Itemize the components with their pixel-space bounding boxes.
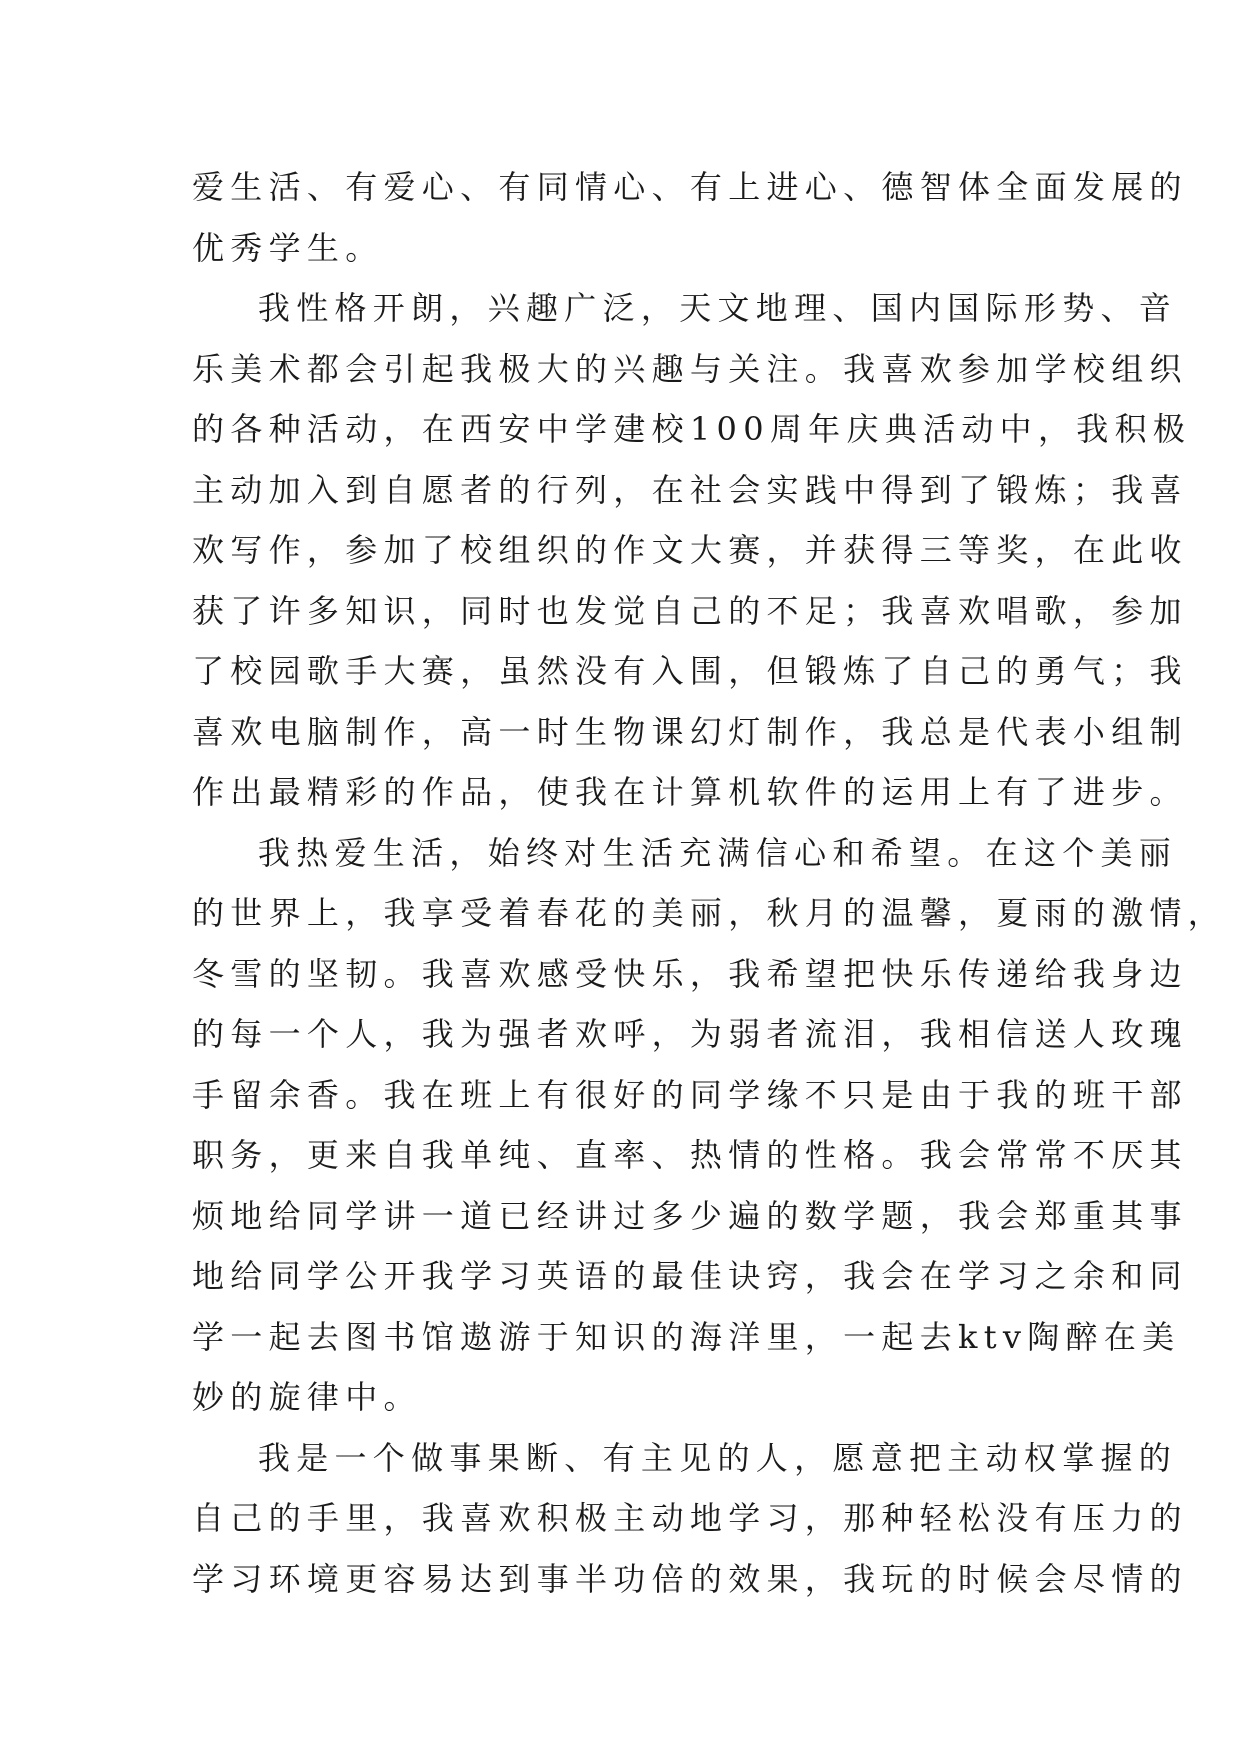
text-line: 了校园歌手大赛，虽然没有入围，但锻炼了自己的勇气；我 — [192, 652, 1188, 690]
text-line: 喜欢电脑制作，高一时生物课幻灯制作，我总是代表小组制 — [192, 712, 1188, 751]
text-line: 主动加入到自愿者的行列，在社会实践中得到了锻炼；我喜 — [192, 470, 1188, 509]
text-line: 学习环境更容易达到事半功倍的效果，我玩的时候会尽情的 — [192, 1559, 1188, 1598]
text-line: 作出最精彩的作品，使我在计算机软件的运用上有了进步。 — [192, 773, 1188, 811]
text-line: 的各种活动，在西安中学建校100周年庆典活动中，我积极 — [192, 410, 1192, 448]
text-line: 爱生活、有爱心、有同情心、有上进心、德智体全面发展的 — [192, 168, 1188, 206]
text-line: 自己的手里，我喜欢积极主动地学习，那种轻松没有压力的 — [192, 1499, 1188, 1537]
text-line: 我热爱生活，始终对生活充满信心和希望。在这个美丽 — [192, 833, 1178, 872]
text-line: 烦地给同学讲一道已经讲过多少遍的数学题，我会郑重其事 — [192, 1196, 1188, 1235]
text-line: 优秀学生。 — [192, 228, 384, 267]
text-line: 冬雪的坚韧。我喜欢感受快乐，我希望把快乐传递给我身边 — [192, 954, 1188, 993]
text-line: 我性格开朗，兴趣广泛，天文地理、国内国际形势、音 — [192, 289, 1178, 327]
text-line: 职务，更来自我单纯、直率、热情的性格。我会常常不厌其 — [192, 1136, 1188, 1174]
document-body — [192, 157, 1227, 1609]
text-line: 欢写作，参加了校组织的作文大赛，并获得三等奖，在此收 — [192, 531, 1188, 569]
text-line: 获了许多知识，同时也发觉自己的不足；我喜欢唱歌，参加 — [192, 591, 1188, 630]
text-line: 妙的旋律中。 — [192, 1378, 422, 1416]
text-line: 的世界上，我享受着春花的美丽，秋月的温馨，夏雨的激情， — [192, 894, 1227, 932]
text-line: 地给同学公开我学习英语的最佳诀窍，我会在学习之余和同 — [192, 1257, 1188, 1295]
text-line: 手留余香。我在班上有很好的同学缘不只是由于我的班干部 — [192, 1075, 1188, 1114]
text-line: 乐美术都会引起我极大的兴趣与关注。我喜欢参加学校组织 — [192, 349, 1188, 388]
text-line: 的每一个人，我为强者欢呼，为弱者流泪，我相信送人玫瑰 — [192, 1015, 1188, 1053]
text-line: 学一起去图书馆遨游于知识的海洋里，一起去ktv陶醉在美 — [192, 1317, 1181, 1356]
text-line: 我是一个做事果断、有主见的人，愿意把主动权掌握的 — [192, 1438, 1178, 1477]
